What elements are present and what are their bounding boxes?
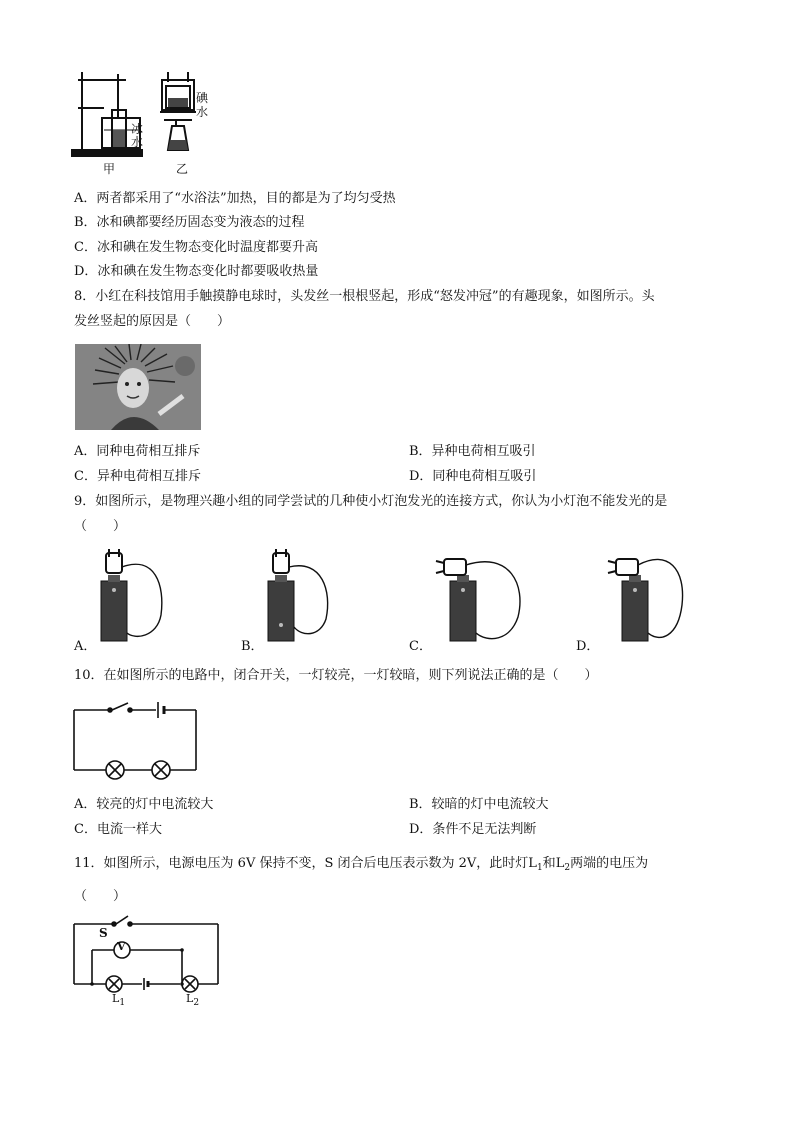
q11-stem-line2: （ ）: [74, 889, 127, 904]
q11-lamp2-label: [186, 992, 199, 1010]
q11-switch-label: S: [99, 926, 108, 940]
q7-option-b: B．冰和碘都要经历固态变为液态的过程: [74, 215, 305, 230]
q8-stem-line1: 8．小红在科技馆用手触摸静电球时，头发丝一根根竖起，形成“怒发冲冠”的有趣现象，如图所示。头: [74, 289, 655, 304]
q11-lamp1-label-text: L: [112, 992, 120, 1005]
fig7-label-yi: 乙: [176, 162, 189, 176]
fig7-apparatus-drawing: [0, 0, 794, 180]
q9-stem-line2: （ ）: [74, 519, 127, 534]
q11-lamp1-label-sub: 1: [119, 998, 126, 1008]
q10-stem: 10．在如图所示的电路中，闭合开关，一灯较亮，一灯较暗，则下列说法正确的是（ ）: [74, 668, 598, 683]
fig7-iodine-label-1: 碘: [196, 91, 209, 105]
fig7-ice-label-2: 水: [131, 135, 144, 149]
q7-option-c: C．冰和碘在发生物态变化时温度都要升高: [74, 240, 318, 255]
q11-and: 和: [542, 856, 556, 871]
q9-option-a-figure: [95, 545, 185, 645]
q7-option-a: A．两者都采用了“水浴法”加热，目的都是为了均匀受热: [74, 191, 396, 206]
q8-option-c: C．异种电荷相互排斥: [74, 469, 201, 484]
q11-stem-prefix: 11．如图所示，电源电压为 6V 保持不变，S 闭合后电压表示数为 2V，此时灯: [74, 856, 529, 871]
q9-option-b-figure: [262, 545, 352, 645]
q8-option-b: B．异种电荷相互吸引: [409, 444, 536, 459]
q11-lamp2-symbol: L: [555, 856, 565, 871]
q8-photo-drawing: [75, 344, 201, 430]
q9-label-c: C．: [409, 639, 432, 654]
q10-option-d: D．条件不足无法判断: [409, 822, 537, 837]
q11-stem-suffix: 两端的电压为: [570, 856, 649, 871]
q8-option-d: D．同种电荷相互吸引: [409, 469, 537, 484]
q11-circuit-diagram: [70, 912, 225, 1007]
q10-option-b: B．较暗的灯中电流较大: [409, 797, 549, 812]
q10-option-a: A．较亮的灯中电流较大: [74, 797, 214, 812]
q7-option-d: D．冰和碘在发生物态变化时都要吸收热量: [74, 264, 319, 279]
q11-lamp2-label-text: L: [186, 992, 194, 1005]
q9-stem-line1: 9．如图所示，是物理兴趣小组的同学尝试的几种使小灯泡发光的连接方式，你认为小灯泡不能发光的是: [74, 494, 668, 509]
q9-option-c-figure: [430, 545, 540, 645]
q11-lamp1-subscript: 1: [536, 863, 543, 873]
q11-lamp1-symbol: L: [528, 856, 537, 871]
q11-voltmeter-label: V: [117, 940, 126, 953]
q11-lamp1-label: [112, 992, 125, 1010]
q9-label-b: B．: [241, 639, 264, 654]
q8-stem-line2: 发丝竖起的原因是（ ）: [74, 314, 231, 329]
fig7-ice-label-1: 冰: [131, 122, 144, 136]
q8-static-hair-photo: [75, 344, 201, 430]
q9-label-a: A．: [74, 639, 97, 654]
fig7-label-jia: 甲: [103, 162, 116, 176]
q9-label-d: D．: [576, 639, 600, 654]
q11-lamp2-subscript: 2: [564, 863, 571, 873]
q10-option-c: C．电流一样大: [74, 822, 162, 837]
q10-circuit-diagram: [70, 700, 205, 778]
q11-lamp2-label-sub: 2: [193, 998, 200, 1008]
fig7-iodine-label-2: 水: [196, 105, 209, 119]
q9-option-d-figure: [598, 545, 708, 645]
q8-option-a: A．同种电荷相互排斥: [74, 444, 201, 459]
q11-stem-line1: [74, 855, 648, 877]
